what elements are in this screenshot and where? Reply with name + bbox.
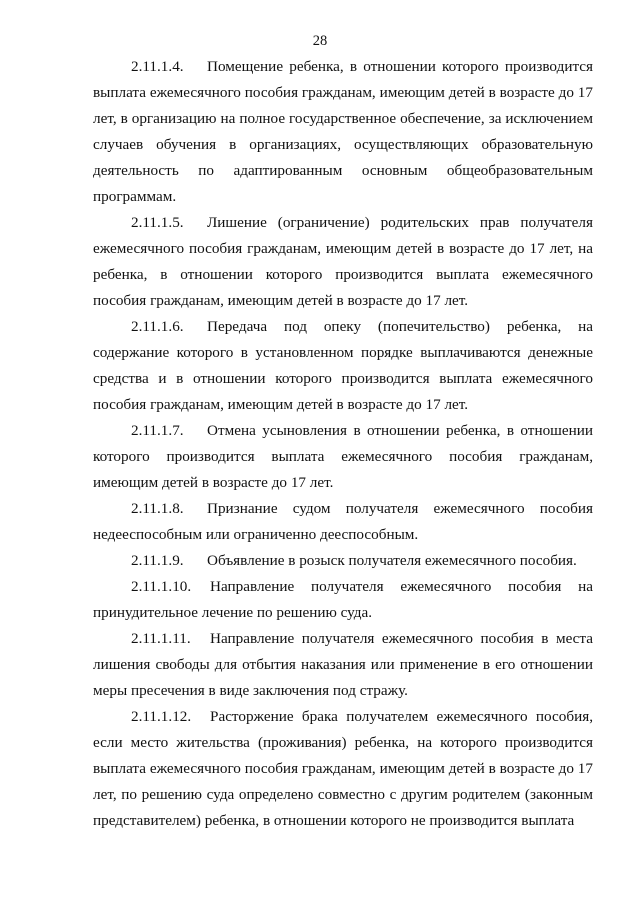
paragraph-2-11-1-4 (93, 54, 593, 210)
clause-number: 2.11.1.6. (131, 318, 184, 335)
clause-text: Лишение (ограничение) родительских прав получателя ежемесячного пособия гражданам, имеющим детей в возрасте до 17 лет, на ребенка, в отношении которого производится выплата ежемесячного пособия гражданам, имеющим детей в возрасте до 17 лет. (93, 214, 593, 309)
document-body (93, 54, 593, 834)
clause-text: Направление получателя ежемесячного пособия в места лишения свободы для отбытия наказания или применение в его отношении меры пресечения в виде заключения под стражу. (93, 630, 593, 699)
paragraph-2-11-1-6 (93, 314, 593, 418)
clause-text: Расторжение брака получателем ежемесячного пособия, если место жительства (проживания) ребенка, на которого производится выплата ежемесячного пособия гражданам, имеющим детей в возрасте до 17 лет, по решению суда определено совместно с другим родителем (законным представителем) ребенка, в отношении которого не производится выплата (93, 708, 593, 829)
clause-number: 2.11.1.4. (131, 58, 184, 75)
paragraph-2-11-1-12 (93, 704, 593, 834)
paragraph-2-11-1-5 (93, 210, 593, 314)
clause-number: 2.11.1.11. (131, 630, 191, 647)
paragraph-2-11-1-11 (93, 626, 593, 704)
clause-text: Передача под опеку (попечительство) ребенка, на содержание которого в установленном порядке выплачиваются денежные средства и в отношении которого производится выплата ежемесячного пособия гражданам, имеющим детей в возрасте до 17 лет. (93, 318, 593, 413)
clause-number: 2.11.1.8. (131, 500, 184, 517)
clause-text: Направление получателя ежемесячного пособия на принудительное лечение по решению суда. (93, 578, 593, 621)
clause-text: Признание судом получателя ежемесячного пособия недееспособным или ограниченно дееспособным. (93, 500, 593, 543)
paragraph-2-11-1-7 (93, 418, 593, 496)
paragraph-2-11-1-9 (93, 548, 593, 574)
clause-text: Отмена усыновления в отношении ребенка, в отношении которого производится выплата ежемесячного пособия гражданам, имеющим детей в возрасте до 17 лет. (93, 422, 593, 491)
paragraph-2-11-1-8 (93, 496, 593, 548)
paragraph-2-11-1-10 (93, 574, 593, 626)
clause-number: 2.11.1.5. (131, 214, 184, 231)
clause-text: Объявление в розыск получателя ежемесячного пособия. (207, 552, 577, 569)
page-number: 28 (312, 33, 328, 49)
clause-number: 2.11.1.10. (131, 578, 192, 595)
clause-number: 2.11.1.7. (131, 422, 184, 439)
clause-number: 2.11.1.9. (131, 552, 184, 569)
clause-text: Помещение ребенка, в отношении которого производится выплата ежемесячного пособия гражданам, имеющим детей в возрасте до 17 лет, в организацию на полное государственное обеспечение, за исключением случаев обучения в организациях, осуществляющих образовательную деятельность по адаптированным основным общеобразовательным программам. (93, 58, 593, 205)
clause-number: 2.11.1.12. (131, 708, 192, 725)
